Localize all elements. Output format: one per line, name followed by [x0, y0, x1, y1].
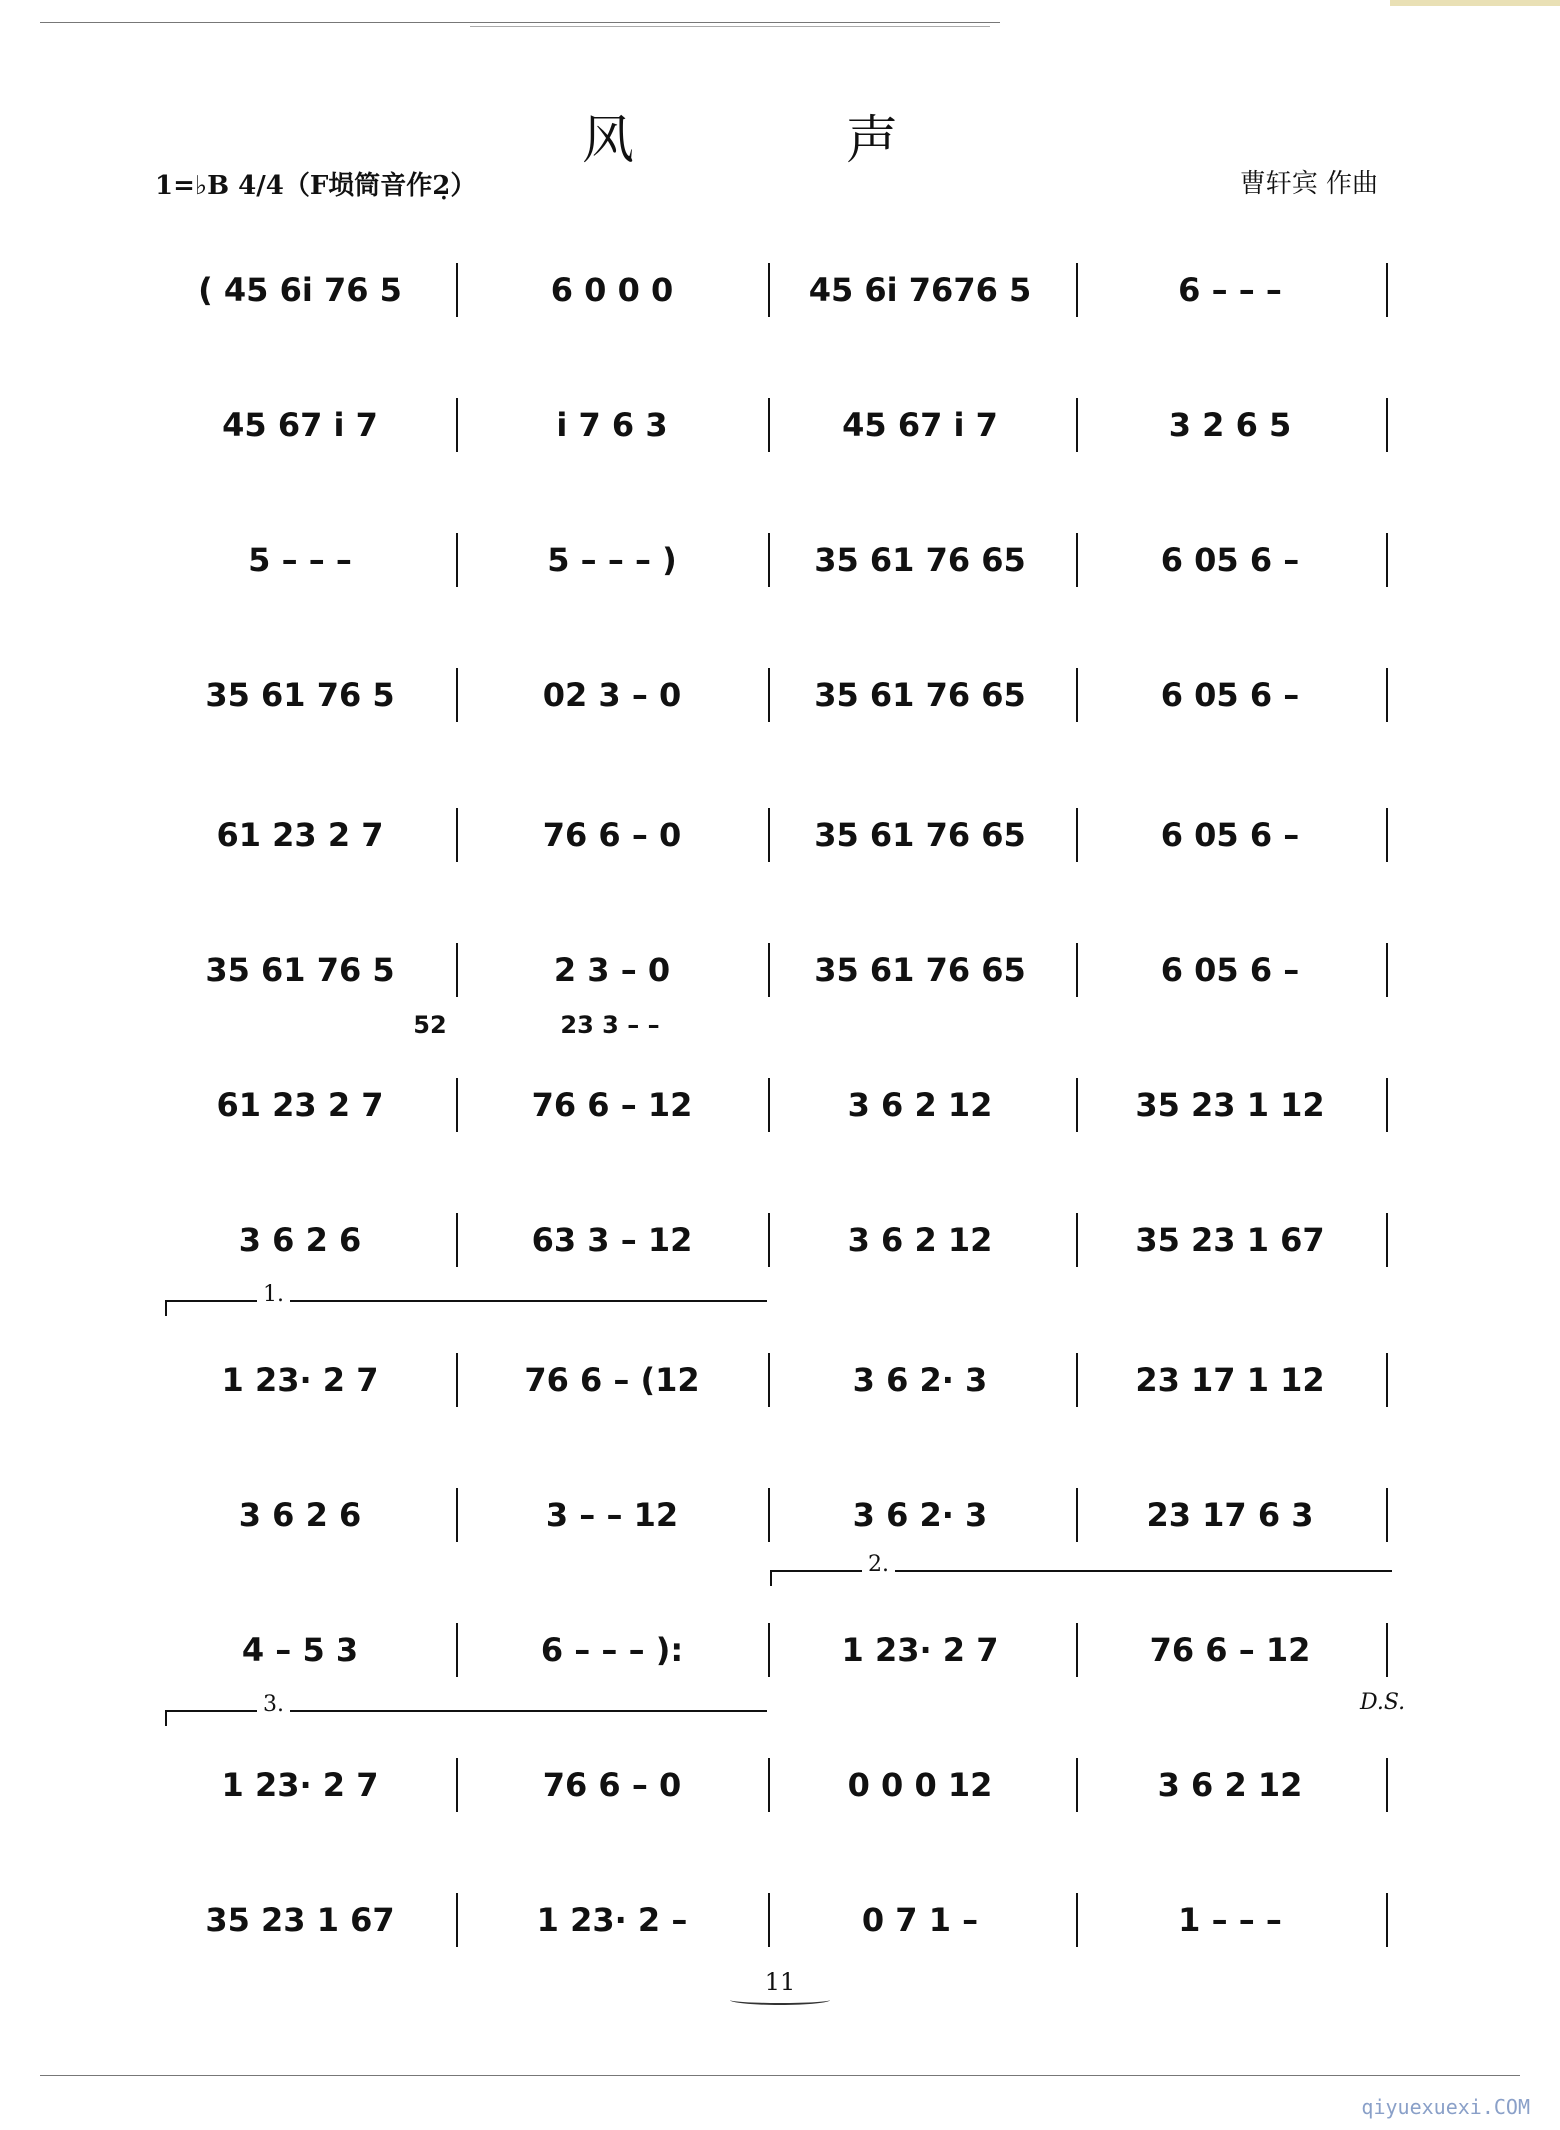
top-rule [40, 22, 1000, 23]
score-measure: 6 05 6 – [1160, 951, 1300, 989]
score-measure: 02 3 – 0 [542, 676, 682, 714]
score-system [150, 1480, 1390, 1570]
score-measure: ( 45 6i 76 5 [198, 271, 402, 309]
score-system [150, 800, 1390, 890]
barline [1386, 1893, 1388, 1947]
barline [456, 533, 458, 587]
score-measure: 1 – – – [1178, 1901, 1282, 1939]
page-number-ornament [730, 1995, 830, 2005]
score-measure: i 7 6 3 [556, 406, 668, 444]
score-measure: 5 – – – [248, 541, 352, 579]
barline [1076, 1078, 1078, 1132]
barline [1076, 1488, 1078, 1542]
barline [456, 263, 458, 317]
score-system [150, 1345, 1390, 1435]
score-system [150, 255, 1390, 345]
score-measure: 35 61 76 5 [205, 676, 395, 714]
score-measure: 35 23 1 67 [205, 1901, 395, 1939]
barline [1386, 1623, 1388, 1677]
score-measure: 6 – – – ): [540, 1631, 684, 1669]
dal-segno-marking: D.S. [1360, 1690, 1406, 1715]
score-system [150, 1885, 1390, 1975]
score-measure: 1 23· 2 7 [221, 1766, 379, 1804]
score-measure: 3 6 2 6 [238, 1221, 362, 1259]
barline [456, 398, 458, 452]
bottom-rule [40, 2075, 1520, 2076]
score-measure: 63 3 – 12 [531, 1221, 693, 1259]
score-measure: 35 61 76 5 [205, 951, 395, 989]
score-measure: 76 6 – 12 [1149, 1631, 1311, 1669]
score-measure: 35 61 76 65 [814, 676, 1026, 714]
barline [1076, 1623, 1078, 1677]
barline [1386, 943, 1388, 997]
score-measure: 76 6 – 0 [542, 816, 682, 854]
score-measure: 35 23 1 12 [1135, 1086, 1325, 1124]
score-measure: 2 3 – 0 [553, 951, 671, 989]
score-measure: 23 17 1 12 [1135, 1361, 1325, 1399]
barline [1386, 533, 1388, 587]
score-measure: 35 23 1 67 [1135, 1221, 1325, 1259]
barline [1076, 533, 1078, 587]
score-measure: 0 0 0 12 [847, 1766, 993, 1804]
score-measure: 45 6i 7676 5 [808, 271, 1032, 309]
barline [1076, 943, 1078, 997]
barline [1386, 1488, 1388, 1542]
volta-bracket [165, 1692, 767, 1726]
key-signature: 1=♭B 4/4（F埙筒音作2̣） [155, 171, 477, 201]
barline [1386, 668, 1388, 722]
score-measure: 6 0 0 0 [550, 271, 674, 309]
score-system [150, 525, 1390, 615]
barline [456, 1623, 458, 1677]
page-number: 11 [764, 1968, 796, 1996]
score-system [150, 390, 1390, 480]
score-measure: 76 6 – 0 [542, 1766, 682, 1804]
barline [1076, 1353, 1078, 1407]
barline [456, 1893, 458, 1947]
score-measure: 3 6 2· 3 [852, 1361, 988, 1399]
barline [456, 668, 458, 722]
score-system [150, 660, 1390, 750]
volta-label: 1. [257, 1282, 290, 1307]
score-system [150, 1070, 1390, 1160]
score-measure: 6 – – – [1178, 271, 1282, 309]
score-measure: 23 17 6 3 [1146, 1496, 1314, 1534]
score-measure: 1 23· 2 7 [221, 1361, 379, 1399]
barline [1386, 1758, 1388, 1812]
score-measure: 6 05 6 – [1160, 816, 1300, 854]
barline [1076, 668, 1078, 722]
volta-bracket [165, 1282, 767, 1316]
volta-label: 3. [257, 1692, 290, 1717]
score-measure: 76 6 – (12 [524, 1361, 700, 1399]
barline [1386, 808, 1388, 862]
barline [1386, 1213, 1388, 1267]
lower-voice: 52 [413, 1011, 447, 1039]
score-measure: 0 7 1 – [861, 1901, 979, 1939]
barline [456, 1353, 458, 1407]
composer: 曹轩宾 作曲 [1239, 169, 1378, 199]
watermark: qiyuexuexi.COM [1361, 2095, 1530, 2119]
barline [1076, 1213, 1078, 1267]
score-system [150, 1205, 1390, 1295]
score-measure: 3 6 2 12 [847, 1086, 993, 1124]
score-measure: 45 67 i 7 [842, 406, 998, 444]
score-title: 风 声 [581, 111, 978, 171]
barline [456, 1758, 458, 1812]
score-measure: 3 6 2 12 [847, 1221, 993, 1259]
barline [1386, 398, 1388, 452]
score-measure: 76 6 – 12 [531, 1086, 693, 1124]
score-measure: 6 05 6 – [1160, 541, 1300, 579]
score-measure: 6 05 6 – [1160, 676, 1300, 714]
score-system [150, 1615, 1390, 1705]
score-measure: 35 61 76 65 [814, 816, 1026, 854]
score-measure: 45 67 i 7 [222, 406, 378, 444]
score-measure: 3 2 6 5 [1168, 406, 1292, 444]
score-measure: 1 23· 2 – [536, 1901, 688, 1939]
barline [1076, 398, 1078, 452]
score-measure: 5 – – – ) [547, 541, 677, 579]
score-measure: 4 – 5 3 [241, 1631, 359, 1669]
barline [1386, 263, 1388, 317]
volta-label: 2. [862, 1552, 895, 1577]
top-rule-secondary [470, 26, 990, 27]
barline [1076, 808, 1078, 862]
score-system [150, 1750, 1390, 1840]
barline [456, 1213, 458, 1267]
barline [1076, 263, 1078, 317]
barline [456, 808, 458, 862]
barline [1386, 1353, 1388, 1407]
score-measure: 61 23 2 7 [216, 816, 384, 854]
score-system [150, 935, 1390, 1039]
barline [1076, 1758, 1078, 1812]
score-measure: 35 61 76 65 [814, 541, 1026, 579]
score-measure: 3 6 2· 3 [852, 1496, 988, 1534]
barline [456, 1078, 458, 1132]
barline [1076, 1893, 1078, 1947]
barline [456, 943, 458, 997]
barline [1386, 1078, 1388, 1132]
score-measure: 1 23· 2 7 [841, 1631, 999, 1669]
corner-decoration [1390, 0, 1560, 6]
score-measure: 3 – – 12 [545, 1496, 679, 1534]
score-measure: 3 6 2 6 [238, 1496, 362, 1534]
volta-bracket [770, 1552, 1392, 1586]
barline [456, 1488, 458, 1542]
lower-voice: 23 3 – – [560, 1011, 660, 1039]
score-measure: 35 61 76 65 [814, 951, 1026, 989]
score-measure: 61 23 2 7 [216, 1086, 384, 1124]
score-measure: 3 6 2 12 [1157, 1766, 1303, 1804]
